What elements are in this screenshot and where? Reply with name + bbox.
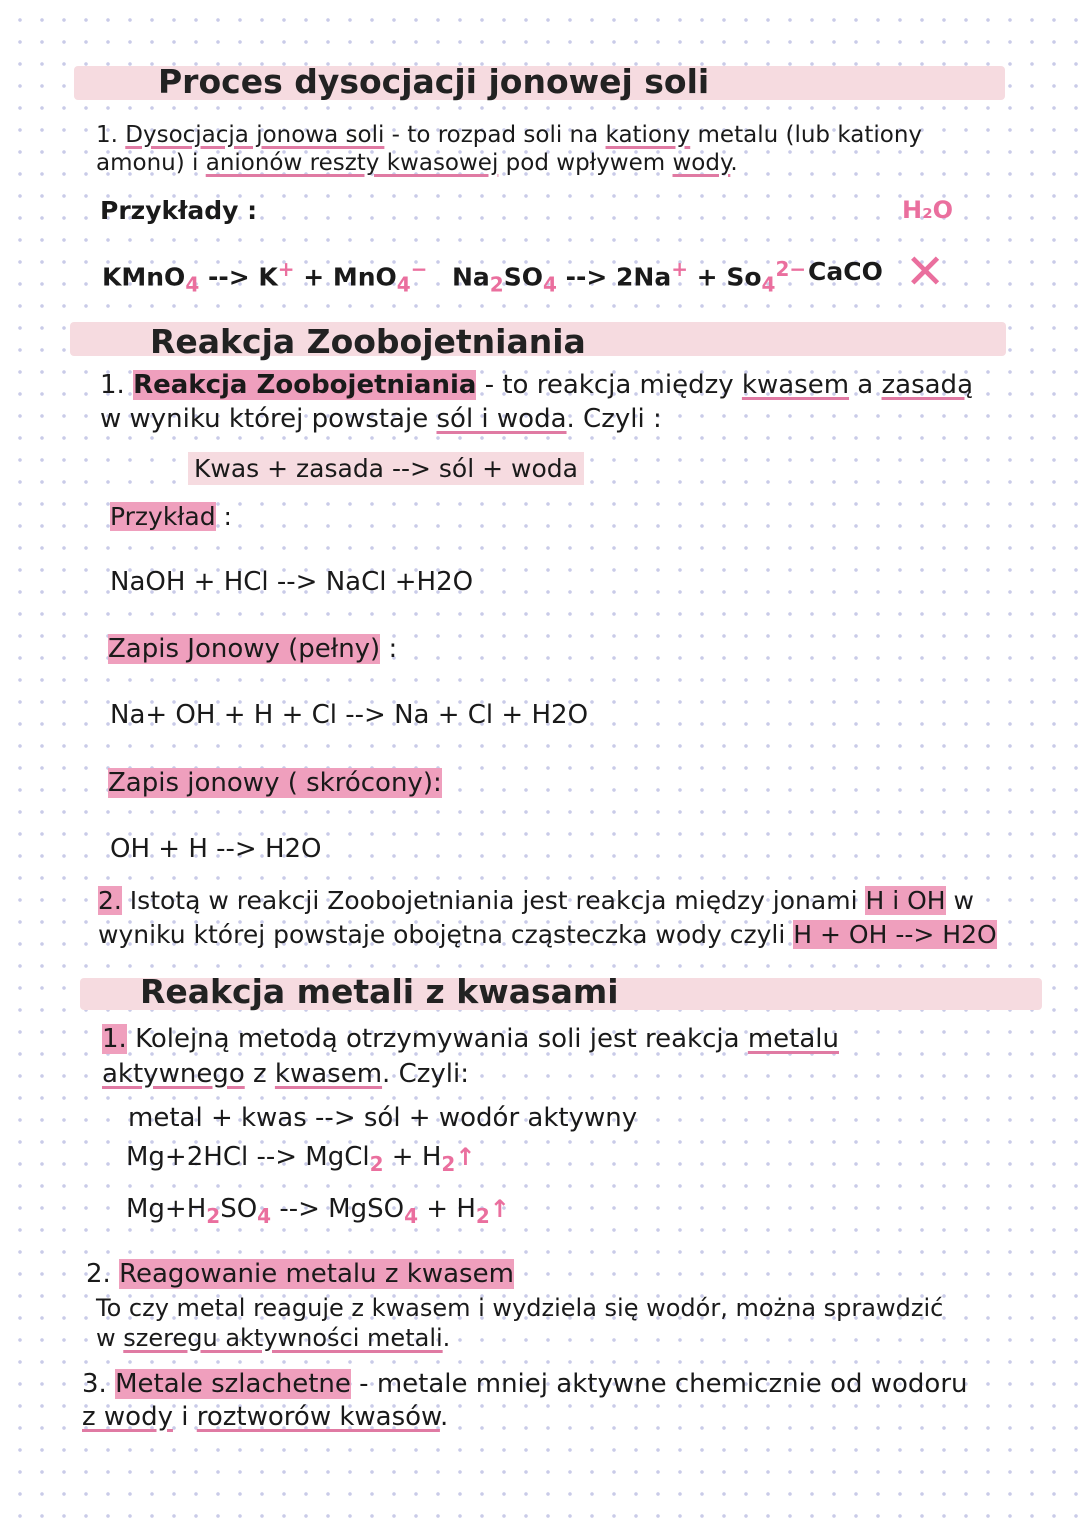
term-sol-i-woda: sól i woda: [436, 404, 567, 434]
text: . Czyli :: [566, 404, 662, 434]
text: + H: [418, 1194, 476, 1224]
section1-title: Proces dysocjacji jonowej soli: [158, 62, 710, 101]
section2-point2-line2: [98, 920, 997, 949]
subscript: 2: [206, 1204, 221, 1229]
equation-mg-h2so4: [126, 1194, 510, 1228]
cross-icon: ✕: [905, 244, 946, 300]
arrow-up-icon: ↑: [455, 1143, 476, 1171]
subscript: 4: [761, 272, 776, 297]
metal-acid-formula: metal + kwas --> sól + wodór aktywny: [128, 1103, 638, 1133]
subscript: 2: [475, 1204, 490, 1229]
subscript: 2: [369, 1152, 384, 1177]
text: w wyniku której powstaje: [100, 404, 437, 434]
text: --> MgSO: [271, 1194, 405, 1224]
section3-point3-line1: [82, 1369, 968, 1399]
section3-point2-line3: [96, 1324, 450, 1352]
text: z: [244, 1059, 275, 1089]
text: SO: [220, 1194, 258, 1224]
examples-label: Przykłady :: [100, 196, 258, 225]
section3-point2-line2: To czy metal reaguje z kwasem i wydziela się wodór, można sprawdzić: [96, 1294, 944, 1322]
h2o-note: H₂O: [902, 196, 953, 224]
point-number: 1.: [102, 1024, 127, 1054]
equation-molecular: NaOH + HCl --> NaCl +H2O: [110, 567, 474, 597]
subscript: 4: [185, 272, 200, 297]
full-ionic-label-text: Zapis Jonowy (pełny): [108, 634, 381, 664]
text: metalu (lub kationy: [690, 122, 923, 148]
text: .: [730, 150, 738, 176]
point-number: 2.: [98, 886, 122, 915]
subscript: 4: [396, 272, 411, 297]
section3-point2-line1: [86, 1259, 514, 1289]
term-aniony: anionów reszty kwasowej: [205, 150, 499, 176]
term-dysocjacja: Dysocjacja jonowa soli: [125, 122, 385, 148]
section3-title: Reakcja metali z kwasami: [140, 972, 619, 1011]
term-h-i-oh: H i OH: [865, 886, 946, 915]
subscript: 2: [441, 1152, 456, 1177]
short-ionic-label: [108, 768, 442, 798]
section2-point1-line2: [100, 404, 662, 434]
section2-point2-line1: [98, 886, 974, 915]
section2-title: Reakcja Zoobojetniania: [150, 322, 586, 361]
text: + H: [383, 1142, 442, 1172]
charge: −: [410, 257, 428, 281]
text: pod wpływem: [498, 150, 673, 176]
section3-point1-line2: [102, 1059, 469, 1089]
equation-mg-hcl: [126, 1142, 475, 1176]
term-metalu: metalu: [747, 1024, 839, 1054]
text: Kolejną metodą otrzymywania soli jest reakcja: [126, 1024, 748, 1054]
term-aktywnego: aktywnego: [102, 1059, 245, 1089]
text: Istotą w reakcji Zoobojetniania jest reakcja między jonami: [121, 886, 866, 915]
point-number: 1.: [100, 370, 125, 400]
short-ionic-label-text: Zapis jonowy ( skrócony):: [108, 768, 442, 798]
point-number: 3.: [82, 1369, 107, 1399]
term-reakcja-zoobojetniania: Reakcja Zoobojetniania: [133, 370, 477, 400]
example-label-text: Przykład: [110, 502, 216, 531]
text: Mg+H: [126, 1194, 207, 1224]
subscript: 4: [257, 1204, 272, 1229]
term-kwasem: kwasem: [741, 370, 850, 400]
text: KMnO: [102, 262, 186, 292]
term-kwasem: kwasem: [274, 1059, 383, 1089]
text: --> K: [199, 262, 278, 292]
term-roztworow-kwasow: roztworów kwasów: [196, 1402, 440, 1432]
subscript: 2: [489, 272, 504, 297]
term-reagowanie: Reagowanie metalu z kwasem: [119, 1259, 514, 1289]
equation-na2so4: [452, 257, 806, 296]
section1-point1-line1: [96, 122, 922, 148]
text: amonu) i: [96, 150, 206, 176]
charge: +: [671, 257, 688, 281]
term-z-wody: z wody: [82, 1402, 173, 1432]
text: . Czyli:: [382, 1059, 469, 1089]
term-h-oh-h2o: H + OH --> H2O: [793, 920, 997, 949]
text: + MnO: [294, 262, 397, 292]
term-kationy: kationy: [605, 122, 691, 148]
equation-full-ionic: Na+ OH + H + Cl --> Na + Cl + H2O: [110, 700, 589, 730]
text: --> 2Na: [556, 262, 672, 292]
text: + So: [687, 262, 762, 292]
text: w: [945, 886, 974, 915]
point-number: 2.: [86, 1259, 111, 1289]
text: wyniku której powstaje obojętna cząsteczka wody czyli: [98, 920, 794, 949]
equation-kmno4: [102, 257, 427, 296]
example-label: [110, 502, 232, 531]
neutralization-formula: [188, 454, 584, 483]
term-metale-szlachetne: Metale szlachetne: [115, 1369, 351, 1399]
text: a: [849, 370, 882, 400]
subscript: 4: [404, 1204, 418, 1229]
text: .: [439, 1402, 449, 1432]
charge: +: [277, 257, 295, 281]
formula-text: Kwas + zasada --> sól + woda: [188, 452, 584, 485]
text: - to rozpad soli na: [384, 122, 606, 148]
text: w: [96, 1324, 124, 1352]
text: Na: [452, 262, 490, 292]
text: :: [215, 502, 232, 531]
term-szereg-aktywnosci: szeregu aktywności metali: [123, 1324, 443, 1352]
text: - to reakcja między: [476, 370, 742, 400]
term-wody: wody: [672, 150, 731, 176]
text: - metale mniej aktywne chemicznie od wodoru: [350, 1369, 968, 1399]
section3-point1-line1: [102, 1024, 839, 1054]
text: .: [442, 1324, 451, 1352]
text: i: [172, 1402, 197, 1432]
text: SO: [503, 262, 543, 292]
full-ionic-label: [108, 634, 397, 664]
section1-point1-line2: [96, 150, 738, 176]
point-number: 1.: [96, 122, 118, 148]
equation-short-ionic: OH + H --> H2O: [110, 834, 322, 864]
section3-point3-line2: [82, 1402, 448, 1432]
equation-caco: CaCO: [808, 257, 883, 286]
arrow-up-icon: ↑: [489, 1195, 510, 1223]
subscript: 4: [542, 272, 557, 297]
section2-point1-line1: [100, 370, 973, 400]
text: Mg+2HCl --> MgCl: [126, 1142, 370, 1172]
text: :: [380, 634, 398, 664]
term-zasada: zasadą: [881, 370, 973, 400]
charge: 2−: [775, 257, 807, 281]
